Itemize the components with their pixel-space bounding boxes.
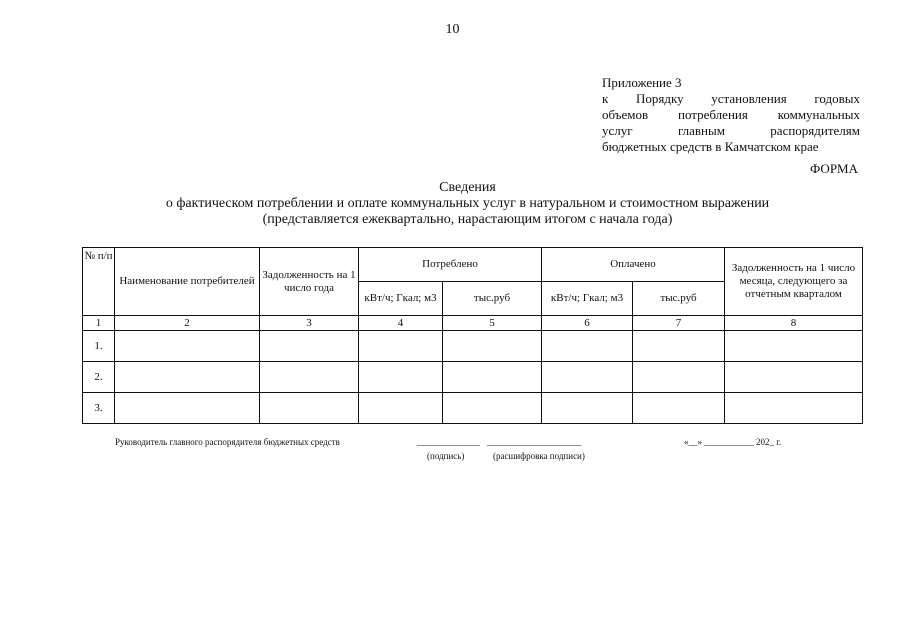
- table-cell: [115, 331, 260, 362]
- appendix-block: [602, 75, 860, 155]
- header-debt-end: Задолженность на 1 число месяца, следующего за отчетным кварталом: [725, 248, 863, 316]
- decode-blank: _____________________: [487, 437, 582, 447]
- table-cell: [542, 362, 633, 393]
- table-row: [83, 393, 863, 424]
- signature-label: Руководитель главного распорядителя бюджетных средств: [115, 437, 340, 447]
- column-number: 4: [359, 316, 443, 331]
- appendix-title: Приложение 3: [602, 75, 682, 90]
- page-number: 10: [445, 22, 460, 37]
- heading-block: [0, 180, 905, 228]
- table-cell: [633, 331, 725, 362]
- header-consumed-rub: тыс.руб: [443, 282, 542, 316]
- row-number: 1.: [83, 331, 115, 362]
- appendix-line: к Порядку установления годовых: [602, 91, 860, 106]
- date-field: «__» ___________ 202_ г.: [684, 437, 782, 447]
- column-number: 8: [725, 316, 863, 331]
- header-num: № п/п: [83, 248, 115, 316]
- table-row: [83, 362, 863, 393]
- column-number: 1: [83, 316, 115, 331]
- heading-note: (представляется ежеквартально, нарастающим итогом с начала года): [262, 212, 673, 227]
- header-name: Наименование потребителей: [115, 248, 260, 316]
- table-cell: [443, 362, 542, 393]
- appendix-line: бюджетных средств в Камчатском крае: [602, 139, 819, 154]
- table-cell: [359, 331, 443, 362]
- decode-caption: (расшифровка подписи): [493, 451, 585, 461]
- forma-label: ФОРМА: [810, 161, 858, 176]
- appendix-line: услуг главным распорядителям: [602, 123, 860, 138]
- table-row: [83, 331, 863, 362]
- header-paid-units: кВт/ч; Гкал; м3: [542, 282, 633, 316]
- column-number: 2: [115, 316, 260, 331]
- table-cell: [725, 362, 863, 393]
- header-consumed: Потреблено: [359, 248, 542, 282]
- column-number: 6: [542, 316, 633, 331]
- appendix-line: объемов потребления коммунальных: [602, 107, 860, 122]
- table-cell: [542, 331, 633, 362]
- table-cell: [725, 393, 863, 424]
- column-number: 5: [443, 316, 542, 331]
- table-cell: [115, 362, 260, 393]
- report-table: [82, 247, 863, 424]
- table-cell: [260, 331, 359, 362]
- column-number-row: [83, 316, 863, 331]
- header-paid-rub: тыс.руб: [633, 282, 725, 316]
- table-cell: [443, 393, 542, 424]
- table-cell: [633, 362, 725, 393]
- header-paid: Оплачено: [542, 248, 725, 282]
- table-cell: [443, 331, 542, 362]
- column-number: 3: [260, 316, 359, 331]
- table-cell: [725, 331, 863, 362]
- table-cell: [260, 393, 359, 424]
- header-consumed-units: кВт/ч; Гкал; м3: [359, 282, 443, 316]
- signature-blank: ______________: [417, 437, 480, 447]
- table-cell: [260, 362, 359, 393]
- table-cell: [359, 362, 443, 393]
- header-debt-start: Задолженность на 1 число года: [260, 248, 359, 316]
- table-cell: [115, 393, 260, 424]
- heading-title: Сведения: [439, 180, 496, 195]
- row-number: 3.: [83, 393, 115, 424]
- column-number: 7: [633, 316, 725, 331]
- table-cell: [542, 393, 633, 424]
- row-number: 2.: [83, 362, 115, 393]
- signature-caption: (подпись): [427, 451, 465, 461]
- heading-subtitle: о фактическом потреблении и оплате коммунальных услуг в натуральном и стоимостном выражении: [165, 196, 770, 211]
- table-cell: [359, 393, 443, 424]
- table-cell: [633, 393, 725, 424]
